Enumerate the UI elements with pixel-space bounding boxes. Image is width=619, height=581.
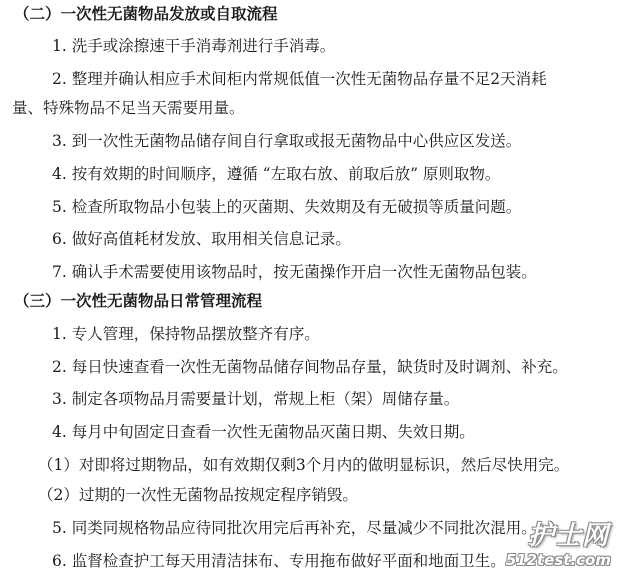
section-2-item-2-continued: 量、特殊物品不足当天需要用量。 <box>12 99 245 117</box>
section-3-subitem-1: （1）对即将过期物品，如有效期仅剩3个月内的做明显标识，然后尽快用完。 <box>38 456 570 474</box>
section-2-item-5: 5. 检查所取物品小包装上的灭菌期、失效期及有无破损等质量问题。 <box>52 198 522 216</box>
section-2-heading: （二）一次性无菌物品发放或自取流程 <box>14 5 278 23</box>
section-3-item-5: 5. 同类同规格物品应待同批次用完后再补充，尽量减少不同批次混用。 <box>52 519 537 537</box>
watermark-main-text: 护士网 <box>527 521 609 551</box>
section-3-item-2: 2. 每日快速查看一次性无菌物品储存间物品存量，缺货时及时调剂、补充。 <box>52 358 568 376</box>
section-2-item-1: 1. 洗手或涂擦速干手消毒剂进行手消毒。 <box>52 37 336 55</box>
section-2-item-2: 2. 整理并确认相应手术间柜内常规低值一次性无菌物品存量不足2天消耗 <box>52 70 547 88</box>
section-3-subitem-2: （2）过期的一次性无菌物品按规定程序销毁。 <box>38 486 358 504</box>
section-2-item-4: 4. 按有效期的时间顺序，遵循 “左取右放、前取后放” 原则取物。 <box>52 165 501 183</box>
section-3-item-3: 3. 制定各项物品月需要量计划，常规上柜（架）周储存量。 <box>52 390 460 408</box>
watermark-sub-text: 512test.com <box>505 551 611 569</box>
section-3-item-4: 4. 每月中旬固定日查看一次性无菌物品灭菌日期、失效日期。 <box>52 423 475 441</box>
section-2-item-3: 3. 到一次性无菌物品储存间自行拿取或报无菌物品中心供应区发送。 <box>52 132 522 150</box>
section-3-heading: （三）一次性无菌物品日常管理流程 <box>14 292 263 310</box>
section-2-item-7: 7. 确认手术需要使用该物品时，按无菌操作开启一次性无菌物品包装。 <box>52 263 537 281</box>
section-2-item-6: 6. 做好高值耗材发放、取用相关信息记录。 <box>52 230 351 248</box>
section-3-item-1: 1. 专人管理，保持物品摆放整齐有序。 <box>52 325 320 343</box>
section-3-item-6: 6. 监督检查护工每天用清洁抹布、专用拖布做好平面和地面卫生。 <box>52 552 506 570</box>
